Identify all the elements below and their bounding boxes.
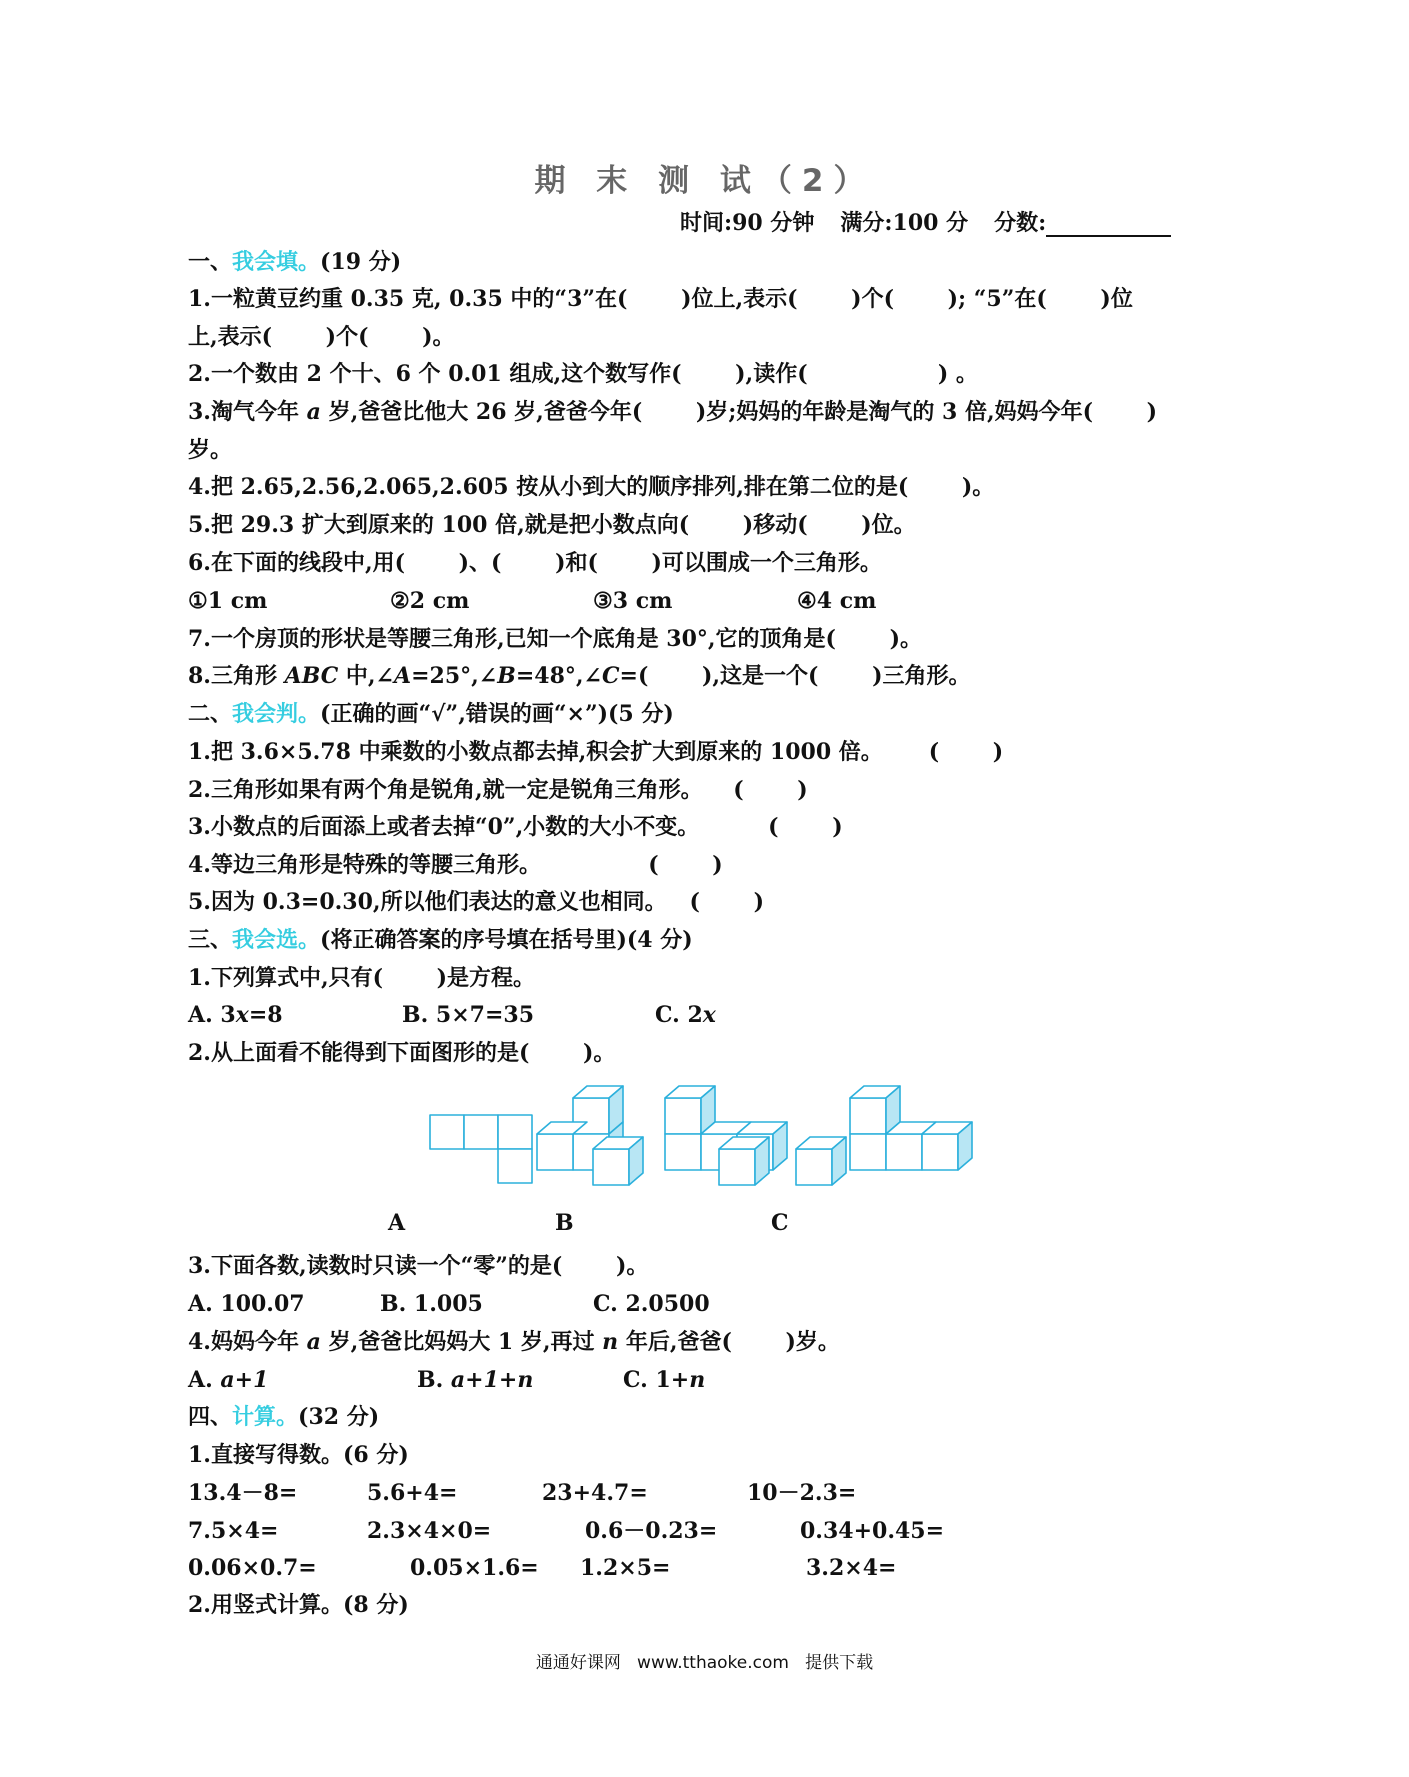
figure-a-label: A — [388, 1210, 406, 1236]
s1-q3-line2: 岁。 — [188, 437, 233, 463]
section-2-heading: 二、我会判。(正确的画“√”,错误的画“×”)(5 分) — [188, 701, 674, 727]
s3-q4-option-b: B. a+1+n — [417, 1367, 534, 1393]
calc-cell: 5.6+4= — [367, 1480, 458, 1506]
s1-q6-option-4: ④4 cm — [797, 588, 877, 614]
footer-credit: 通通好课网 www.tthaoke.com 提供下载 — [535, 1653, 874, 1673]
s1-q6-option-2: ②2 cm — [390, 588, 470, 614]
calc-cell: 2.3×4×0= — [367, 1518, 492, 1544]
page-title: 期 末 测 试（2） — [534, 163, 875, 199]
calc-cell: 0.6－0.23= — [585, 1518, 718, 1544]
section-3-heading: 三、我会选。(将正确答案的序号填在括号里)(4 分) — [188, 927, 693, 953]
s2-q1: 1.把 3.6×5.78 中乘数的小数点都去掉,积会扩大到原来的 1000 倍。 ( ) — [188, 739, 1004, 765]
s1-q4: 4.把 2.65,2.56,2.065,2.605 按从小到大的顺序排列,排在第二位的是( )。 — [188, 474, 995, 500]
calc-cell: 13.4－8= — [188, 1480, 298, 1506]
s3-q3-option-a: A. 100.07 — [188, 1291, 305, 1317]
figure-c-label: C — [771, 1210, 789, 1236]
calc-cell: 7.5×4= — [188, 1518, 279, 1544]
s2-q2: 2.三角形如果有两个角是锐角,就一定是锐角三角形。 ( ) — [188, 777, 808, 803]
s1-q5: 5.把 29.3 扩大到原来的 100 倍,就是把小数点向( )移动( )位。 — [188, 512, 916, 538]
s3-q4: 4.妈妈今年 a 岁,爸爸比妈妈大 1 岁,再过 n 年后,爸爸( )岁。 — [188, 1329, 840, 1355]
s2-q3: 3.小数点的后面添上或者去掉“0”,小数的大小不变。 ( ) — [188, 814, 843, 840]
s1-q7: 7.一个房顶的形状是等腰三角形,已知一个底角是 30°,它的顶角是( )。 — [188, 626, 922, 652]
figure-b-cubes — [537, 1086, 643, 1185]
figure-b-cubes-2 — [665, 1086, 787, 1185]
s1-q1-line1: 1.一粒黄豆约重 0.35 克, 0.35 中的“3”在( )位上,表示( )个( ); “5”在( )位 — [188, 286, 1133, 312]
s3-q2: 2.从上面看不能得到下面图形的是( )。 — [188, 1040, 616, 1066]
s1-q2: 2.一个数由 2 个十、6 个 0.01 组成,这个数写作( ),读作( ) 。 — [188, 361, 978, 387]
s1-q6-option-1: ①1 cm — [188, 588, 268, 614]
calc-cell: 0.06×0.7= — [188, 1555, 317, 1581]
calc-cell: 23+4.7= — [542, 1480, 648, 1506]
calc-cell: 10－2.3= — [747, 1480, 857, 1506]
figure-b-label: B — [555, 1210, 574, 1236]
s3-q1-option-c: C. 2x — [655, 1002, 716, 1028]
s3-q4-option-a: A. a+1 — [188, 1367, 269, 1393]
score-label: 分数: — [994, 210, 1047, 236]
full-score: 满分:100 分 — [840, 210, 969, 236]
s3-q3: 3.下面各数,读数时只读一个“零”的是( )。 — [188, 1253, 649, 1279]
s2-q4: 4.等边三角形是特殊的等腰三角形。 ( ) — [188, 852, 723, 878]
s1-q6-option-3: ③3 cm — [593, 588, 673, 614]
section-4-heading: 四、计算。(32 分) — [188, 1404, 380, 1430]
s3-q1: 1.下列算式中,只有( )是方程。 — [188, 965, 536, 991]
s1-q3-line1: 3.淘气今年 a 岁,爸爸比他大 26 岁,爸爸今年( )岁;妈妈的年龄是淘气的 3 倍,妈妈今年( ) — [188, 399, 1158, 425]
s1-q1-line2: 上,表示( )个( )。 — [188, 324, 455, 350]
s3-q3-option-b: B. 1.005 — [380, 1291, 483, 1317]
s4-sub2: 2.用竖式计算。(8 分) — [188, 1592, 409, 1618]
time-limit: 时间:90 分钟 — [680, 210, 815, 236]
calc-cell: 1.2×5= — [580, 1555, 671, 1581]
s1-q6: 6.在下面的线段中,用( )、( )和( )可以围成一个三角形。 — [188, 550, 882, 576]
s1-q8: 8.三角形 ABC 中,∠A=25°,∠B=48°,∠C=( ),这是一个( )三角形。 — [188, 663, 971, 689]
figure-c-cubes — [796, 1086, 972, 1185]
s4-sub1: 1.直接写得数。(6 分) — [188, 1442, 409, 1468]
s3-q4-option-c: C. 1+n — [623, 1367, 706, 1393]
calc-cell: 0.34+0.45= — [800, 1518, 945, 1544]
s3-q1-option-b: B. 5×7=35 — [402, 1002, 535, 1028]
calc-cell: 0.05×1.6= — [410, 1555, 539, 1581]
section-1-heading: 一、我会填。(19 分) — [188, 249, 402, 275]
s3-q1-option-a: A. 3x=8 — [188, 1002, 283, 1028]
calc-cell: 3.2×4= — [806, 1555, 897, 1581]
figure-a-squares — [430, 1115, 532, 1183]
s2-q5: 5.因为 0.3=0.30,所以他们表达的意义也相同。 ( ) — [188, 889, 764, 915]
s3-q3-option-c: C. 2.0500 — [593, 1291, 710, 1317]
